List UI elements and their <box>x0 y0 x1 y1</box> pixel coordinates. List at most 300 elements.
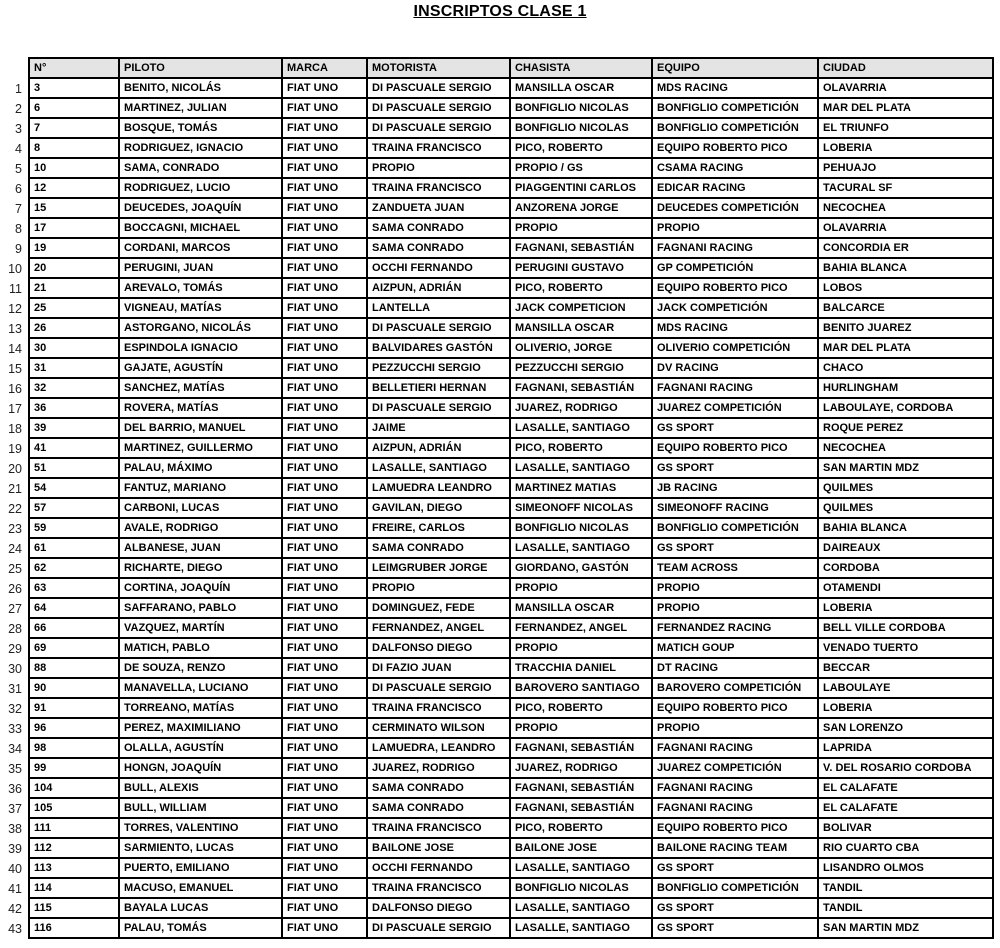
cell-chasista: BONFIGLIO NICOLAS <box>510 118 652 138</box>
cell-marca: FIAT UNO <box>282 118 367 138</box>
cell-n: 114 <box>29 878 119 898</box>
cell-ciudad: LOBERIA <box>818 698 993 718</box>
cell-n: 19 <box>29 238 119 258</box>
cell-piloto: SAMA, CONRADO <box>119 158 282 178</box>
row-number: 37 <box>8 802 22 816</box>
cell-ciudad: LOBERIA <box>818 138 993 158</box>
table-row <box>29 118 993 138</box>
cell-ciudad: LOBOS <box>818 278 993 298</box>
cell-chasista: MANSILLA OSCAR <box>510 318 652 338</box>
cell-piloto: ESPINDOLA IGNACIO <box>119 338 282 358</box>
row-number: 5 <box>15 162 22 176</box>
cell-motorista: SAMA CONRADO <box>367 538 510 558</box>
cell-chasista: LASALLE, SANTIAGO <box>510 458 652 478</box>
cell-motorista: OCCHI FERNANDO <box>367 858 510 878</box>
cell-motorista: JUAREZ, RODRIGO <box>367 758 510 778</box>
cell-motorista: LAMUEDRA LEANDRO <box>367 478 510 498</box>
cell-equipo: GS SPORT <box>652 898 818 918</box>
row-number: 2 <box>15 102 22 116</box>
cell-chasista: PIAGGENTINI CARLOS <box>510 178 652 198</box>
cell-piloto: RODRIGUEZ, LUCIO <box>119 178 282 198</box>
cell-ciudad: QUILMES <box>818 498 993 518</box>
row-number: 7 <box>15 202 22 216</box>
table-row <box>29 158 993 178</box>
column-header-equipo: EQUIPO <box>652 58 818 78</box>
cell-motorista: GAVILAN, DIEGO <box>367 498 510 518</box>
cell-marca: FIAT UNO <box>282 258 367 278</box>
cell-marca: FIAT UNO <box>282 338 367 358</box>
cell-piloto: BOCCAGNI, MICHAEL <box>119 218 282 238</box>
table-row <box>29 458 993 478</box>
cell-motorista: TRAINA FRANCISCO <box>367 138 510 158</box>
row-number: 18 <box>8 422 22 436</box>
column-header-motorista: MOTORISTA <box>367 58 510 78</box>
cell-chasista: PROPIO / GS <box>510 158 652 178</box>
cell-equipo: EQUIPO ROBERTO PICO <box>652 698 818 718</box>
cell-equipo: FAGNANI RACING <box>652 798 818 818</box>
cell-motorista: TRAINA FRANCISCO <box>367 878 510 898</box>
cell-motorista: SAMA CONRADO <box>367 218 510 238</box>
cell-chasista: FAGNANI, SEBASTIÁN <box>510 738 652 758</box>
cell-marca: FIAT UNO <box>282 878 367 898</box>
cell-n: 113 <box>29 858 119 878</box>
table-row <box>29 358 993 378</box>
cell-piloto: FANTUZ, MARIANO <box>119 478 282 498</box>
column-header-chasista: CHASISTA <box>510 58 652 78</box>
cell-chasista: LASALLE, SANTIAGO <box>510 418 652 438</box>
cell-equipo: BONFIGLIO COMPETICIÓN <box>652 98 818 118</box>
cell-ciudad: SAN MARTIN MDZ <box>818 918 993 938</box>
cell-n: 6 <box>29 98 119 118</box>
cell-n: 111 <box>29 818 119 838</box>
row-number: 17 <box>8 402 22 416</box>
cell-motorista: CERMINATO WILSON <box>367 718 510 738</box>
table-row <box>29 378 993 398</box>
cell-chasista: PICO, ROBERTO <box>510 698 652 718</box>
cell-piloto: MARTINEZ, JULIAN <box>119 98 282 118</box>
cell-equipo: FERNANDEZ RACING <box>652 618 818 638</box>
cell-motorista: DOMINGUEZ, FEDE <box>367 598 510 618</box>
table-row <box>29 98 993 118</box>
sheet-area <box>0 57 994 939</box>
cell-piloto: RODRIGUEZ, IGNACIO <box>119 138 282 158</box>
row-number: 41 <box>8 882 22 896</box>
cell-equipo: GS SPORT <box>652 538 818 558</box>
table-row <box>29 898 993 918</box>
cell-marca: FIAT UNO <box>282 698 367 718</box>
cell-ciudad: BELL VILLE CORDOBA <box>818 618 993 638</box>
cell-piloto: CARBONI, LUCAS <box>119 498 282 518</box>
cell-piloto: MARTINEZ, GUILLERMO <box>119 438 282 458</box>
cell-chasista: SIMEONOFF NICOLAS <box>510 498 652 518</box>
column-header-marca: MARCA <box>282 58 367 78</box>
row-number: 34 <box>8 742 22 756</box>
cell-equipo: EQUIPO ROBERTO PICO <box>652 138 818 158</box>
cell-piloto: PALAU, TOMÁS <box>119 918 282 938</box>
cell-chasista: PEZZUCCHI SERGIO <box>510 358 652 378</box>
table-row <box>29 858 993 878</box>
cell-ciudad: ROQUE PEREZ <box>818 418 993 438</box>
cell-chasista: OLIVERIO, JORGE <box>510 338 652 358</box>
cell-marca: FIAT UNO <box>282 798 367 818</box>
cell-n: 98 <box>29 738 119 758</box>
cell-ciudad: VENADO TUERTO <box>818 638 993 658</box>
cell-chasista: FAGNANI, SEBASTIÁN <box>510 798 652 818</box>
cell-motorista: ZANDUETA JUAN <box>367 198 510 218</box>
cell-equipo: BAILONE RACING TEAM <box>652 838 818 858</box>
cell-piloto: ALBANESE, JUAN <box>119 538 282 558</box>
cell-marca: FIAT UNO <box>282 438 367 458</box>
cell-n: 15 <box>29 198 119 218</box>
cell-ciudad: DAIREAUX <box>818 538 993 558</box>
cell-ciudad: BAHIA BLANCA <box>818 518 993 538</box>
cell-piloto: DEUCEDES, JOAQUÍN <box>119 198 282 218</box>
cell-marca: FIAT UNO <box>282 238 367 258</box>
cell-motorista: BAILONE JOSE <box>367 838 510 858</box>
cell-motorista: SAMA CONRADO <box>367 238 510 258</box>
cell-chasista: FAGNANI, SEBASTIÁN <box>510 778 652 798</box>
cell-ciudad: MAR DEL PLATA <box>818 98 993 118</box>
cell-equipo: FAGNANI RACING <box>652 378 818 398</box>
table-row <box>29 438 993 458</box>
cell-equipo: BONFIGLIO COMPETICIÓN <box>652 518 818 538</box>
cell-n: 66 <box>29 618 119 638</box>
cell-equipo: MATICH GOUP <box>652 638 818 658</box>
cell-marca: FIAT UNO <box>282 398 367 418</box>
cell-motorista: PROPIO <box>367 578 510 598</box>
cell-ciudad: EL TRIUNFO <box>818 118 993 138</box>
row-number: 43 <box>8 922 22 936</box>
cell-chasista: LASALLE, SANTIAGO <box>510 858 652 878</box>
cell-motorista: LAMUEDRA, LEANDRO <box>367 738 510 758</box>
cell-n: 62 <box>29 558 119 578</box>
cell-marca: FIAT UNO <box>282 518 367 538</box>
cell-piloto: MATICH, PABLO <box>119 638 282 658</box>
cell-piloto: BULL, ALEXIS <box>119 778 282 798</box>
cell-motorista: TRAINA FRANCISCO <box>367 818 510 838</box>
cell-motorista: DI PASCUALE SERGIO <box>367 78 510 98</box>
cell-marca: FIAT UNO <box>282 138 367 158</box>
cell-chasista: FERNANDEZ, ANGEL <box>510 618 652 638</box>
table-header-row <box>29 58 993 78</box>
cell-marca: FIAT UNO <box>282 158 367 178</box>
cell-marca: FIAT UNO <box>282 598 367 618</box>
cell-ciudad: CORDOBA <box>818 558 993 578</box>
table-row <box>29 478 993 498</box>
table-row <box>29 318 993 338</box>
cell-ciudad: HURLINGHAM <box>818 378 993 398</box>
cell-n: 99 <box>29 758 119 778</box>
cell-motorista: AIZPUN, ADRIÁN <box>367 438 510 458</box>
cell-ciudad: LISANDRO OLMOS <box>818 858 993 878</box>
cell-chasista: JUAREZ, RODRIGO <box>510 398 652 418</box>
cell-piloto: TORREANO, MATÍAS <box>119 698 282 718</box>
cell-marca: FIAT UNO <box>282 678 367 698</box>
table-row <box>29 138 993 158</box>
cell-equipo: EQUIPO ROBERTO PICO <box>652 818 818 838</box>
cell-marca: FIAT UNO <box>282 198 367 218</box>
cell-n: 115 <box>29 898 119 918</box>
cell-n: 90 <box>29 678 119 698</box>
cell-motorista: DI PASCUALE SERGIO <box>367 118 510 138</box>
cell-equipo: PROPIO <box>652 218 818 238</box>
cell-motorista: TRAINA FRANCISCO <box>367 178 510 198</box>
cell-marca: FIAT UNO <box>282 658 367 678</box>
cell-marca: FIAT UNO <box>282 738 367 758</box>
cell-equipo: BONFIGLIO COMPETICIÓN <box>652 118 818 138</box>
cell-chasista: LASALLE, SANTIAGO <box>510 918 652 938</box>
row-number: 1 <box>15 82 22 96</box>
cell-equipo: JUAREZ COMPETICIÓN <box>652 398 818 418</box>
row-number: 38 <box>8 822 22 836</box>
cell-ciudad: BAHIA BLANCA <box>818 258 993 278</box>
table-row <box>29 198 993 218</box>
row-number: 42 <box>8 902 22 916</box>
table-row <box>29 778 993 798</box>
cell-marca: FIAT UNO <box>282 478 367 498</box>
row-number: 36 <box>8 782 22 796</box>
table-row <box>29 278 993 298</box>
cell-n: 116 <box>29 918 119 938</box>
cell-equipo: PROPIO <box>652 578 818 598</box>
cell-n: 8 <box>29 138 119 158</box>
cell-piloto: ASTORGANO, NICOLÁS <box>119 318 282 338</box>
cell-ciudad: BOLIVAR <box>818 818 993 838</box>
cell-ciudad: SAN MARTIN MDZ <box>818 458 993 478</box>
cell-n: 54 <box>29 478 119 498</box>
row-number: 19 <box>8 442 22 456</box>
cell-chasista: ANZORENA JORGE <box>510 198 652 218</box>
cell-motorista: DALFONSO DIEGO <box>367 898 510 918</box>
row-number: 21 <box>8 482 22 496</box>
cell-n: 91 <box>29 698 119 718</box>
cell-n: 104 <box>29 778 119 798</box>
cell-motorista: DI FAZIO JUAN <box>367 658 510 678</box>
cell-ciudad: TANDIL <box>818 878 993 898</box>
cell-ciudad: TACURAL SF <box>818 178 993 198</box>
row-number: 6 <box>15 182 22 196</box>
cell-marca: FIAT UNO <box>282 178 367 198</box>
column-header-n: N° <box>29 58 119 78</box>
cell-chasista: FAGNANI, SEBASTIÁN <box>510 238 652 258</box>
cell-piloto: CORTINA, JOAQUÍN <box>119 578 282 598</box>
cell-equipo: FAGNANI RACING <box>652 738 818 758</box>
cell-ciudad: QUILMES <box>818 478 993 498</box>
cell-motorista: DI PASCUALE SERGIO <box>367 678 510 698</box>
cell-marca: FIAT UNO <box>282 378 367 398</box>
row-number: 40 <box>8 862 22 876</box>
table-row <box>29 338 993 358</box>
cell-piloto: AREVALO, TOMÁS <box>119 278 282 298</box>
cell-ciudad: NECOCHEA <box>818 438 993 458</box>
row-number: 8 <box>15 222 22 236</box>
cell-piloto: GAJATE, AGUSTÍN <box>119 358 282 378</box>
row-number: 35 <box>8 762 22 776</box>
cell-n: 57 <box>29 498 119 518</box>
cell-equipo: JB RACING <box>652 478 818 498</box>
cell-ciudad: EL CALAFATE <box>818 798 993 818</box>
row-number: 12 <box>8 302 22 316</box>
cell-motorista: LANTELLA <box>367 298 510 318</box>
cell-motorista: OCCHI FERNANDO <box>367 258 510 278</box>
row-number: 29 <box>8 642 22 656</box>
cell-equipo: PROPIO <box>652 598 818 618</box>
cell-n: 31 <box>29 358 119 378</box>
row-number: 3 <box>15 122 22 136</box>
cell-chasista: BONFIGLIO NICOLAS <box>510 98 652 118</box>
row-number: 23 <box>8 522 22 536</box>
cell-n: 112 <box>29 838 119 858</box>
row-number: 27 <box>8 602 22 616</box>
cell-ciudad: OLAVARRIA <box>818 78 993 98</box>
table-row <box>29 218 993 238</box>
cell-n: 21 <box>29 278 119 298</box>
cell-piloto: BULL, WILLIAM <box>119 798 282 818</box>
cell-motorista: DI PASCUALE SERGIO <box>367 398 510 418</box>
cell-piloto: SANCHEZ, MATÍAS <box>119 378 282 398</box>
cell-marca: FIAT UNO <box>282 838 367 858</box>
cell-chasista: BONFIGLIO NICOLAS <box>510 518 652 538</box>
cell-piloto: HONGN, JOAQUÍN <box>119 758 282 778</box>
cell-marca: FIAT UNO <box>282 858 367 878</box>
cell-n: 26 <box>29 318 119 338</box>
column-header-piloto: PILOTO <box>119 58 282 78</box>
cell-chasista: BAILONE JOSE <box>510 838 652 858</box>
cell-ciudad: OLAVARRIA <box>818 218 993 238</box>
cell-equipo: MDS RACING <box>652 78 818 98</box>
cell-piloto: SARMIENTO, LUCAS <box>119 838 282 858</box>
cell-equipo: BAROVERO COMPETICIÓN <box>652 678 818 698</box>
cell-motorista: PEZZUCCHI SERGIO <box>367 358 510 378</box>
cell-n: 25 <box>29 298 119 318</box>
table-row <box>29 718 993 738</box>
table-row <box>29 678 993 698</box>
cell-equipo: GS SPORT <box>652 418 818 438</box>
cell-motorista: LASALLE, SANTIAGO <box>367 458 510 478</box>
cell-chasista: PICO, ROBERTO <box>510 138 652 158</box>
cell-piloto: BOSQUE, TOMÁS <box>119 118 282 138</box>
inscriptos-table <box>28 57 994 939</box>
cell-equipo: BONFIGLIO COMPETICIÓN <box>652 878 818 898</box>
cell-marca: FIAT UNO <box>282 278 367 298</box>
table-row <box>29 698 993 718</box>
cell-marca: FIAT UNO <box>282 918 367 938</box>
cell-marca: FIAT UNO <box>282 578 367 598</box>
table-row <box>29 418 993 438</box>
cell-chasista: JUAREZ, RODRIGO <box>510 758 652 778</box>
cell-motorista: TRAINA FRANCISCO <box>367 698 510 718</box>
cell-marca: FIAT UNO <box>282 818 367 838</box>
cell-motorista: BALVIDARES GASTÓN <box>367 338 510 358</box>
cell-n: 63 <box>29 578 119 598</box>
cell-chasista: MARTINEZ MATIAS <box>510 478 652 498</box>
cell-ciudad: RIO CUARTO CBA <box>818 838 993 858</box>
cell-marca: FIAT UNO <box>282 558 367 578</box>
row-number: 31 <box>8 682 22 696</box>
cell-piloto: AVALE, RODRIGO <box>119 518 282 538</box>
cell-marca: FIAT UNO <box>282 498 367 518</box>
cell-chasista: MANSILLA OSCAR <box>510 78 652 98</box>
row-number: 24 <box>8 542 22 556</box>
cell-motorista: DI PASCUALE SERGIO <box>367 98 510 118</box>
table-row <box>29 878 993 898</box>
cell-piloto: PUERTO, EMILIANO <box>119 858 282 878</box>
cell-n: 17 <box>29 218 119 238</box>
table-row <box>29 78 993 98</box>
cell-motorista: SAMA CONRADO <box>367 798 510 818</box>
cell-equipo: FAGNANI RACING <box>652 778 818 798</box>
cell-chasista: MANSILLA OSCAR <box>510 598 652 618</box>
cell-piloto: PEREZ, MAXIMILIANO <box>119 718 282 738</box>
cell-n: 39 <box>29 418 119 438</box>
cell-chasista: TRACCHIA DANIEL <box>510 658 652 678</box>
cell-motorista: FREIRE, CARLOS <box>367 518 510 538</box>
cell-ciudad: CHACO <box>818 358 993 378</box>
cell-n: 36 <box>29 398 119 418</box>
cell-equipo: JUAREZ COMPETICIÓN <box>652 758 818 778</box>
cell-equipo: GS SPORT <box>652 858 818 878</box>
cell-equipo: PROPIO <box>652 718 818 738</box>
cell-ciudad: PEHUAJO <box>818 158 993 178</box>
table-row <box>29 918 993 938</box>
cell-ciudad: OTAMENDI <box>818 578 993 598</box>
row-number: 39 <box>8 842 22 856</box>
row-number: 22 <box>8 502 22 516</box>
cell-chasista: PICO, ROBERTO <box>510 278 652 298</box>
cell-equipo: CSAMA RACING <box>652 158 818 178</box>
cell-piloto: MACUSO, EMANUEL <box>119 878 282 898</box>
cell-equipo: JACK COMPETICIÓN <box>652 298 818 318</box>
cell-ciudad: CONCORDIA ER <box>818 238 993 258</box>
cell-piloto: VAZQUEZ, MARTÍN <box>119 618 282 638</box>
cell-chasista: GIORDANO, GASTÓN <box>510 558 652 578</box>
cell-ciudad: SAN LORENZO <box>818 718 993 738</box>
cell-chasista: PROPIO <box>510 718 652 738</box>
row-number: 11 <box>9 282 22 296</box>
cell-equipo: EDICAR RACING <box>652 178 818 198</box>
cell-ciudad: BENITO JUAREZ <box>818 318 993 338</box>
cell-chasista: PROPIO <box>510 578 652 598</box>
cell-chasista: PROPIO <box>510 218 652 238</box>
cell-ciudad: EL CALAFATE <box>818 778 993 798</box>
row-number: 32 <box>8 702 22 716</box>
table-row <box>29 818 993 838</box>
cell-equipo: FAGNANI RACING <box>652 238 818 258</box>
table-row <box>29 758 993 778</box>
cell-motorista: FERNANDEZ, ANGEL <box>367 618 510 638</box>
cell-ciudad: BALCARCE <box>818 298 993 318</box>
cell-equipo: EQUIPO ROBERTO PICO <box>652 438 818 458</box>
table-row <box>29 618 993 638</box>
row-number-gutter <box>0 79 28 939</box>
cell-piloto: ROVERA, MATÍAS <box>119 398 282 418</box>
cell-piloto: BENITO, NICOLÁS <box>119 78 282 98</box>
cell-equipo: MDS RACING <box>652 318 818 338</box>
row-number: 25 <box>8 562 22 576</box>
cell-piloto: DE SOUZA, RENZO <box>119 658 282 678</box>
column-header-ciudad: CIUDAD <box>818 58 993 78</box>
cell-n: 41 <box>29 438 119 458</box>
cell-chasista: PICO, ROBERTO <box>510 438 652 458</box>
cell-marca: FIAT UNO <box>282 718 367 738</box>
cell-n: 61 <box>29 538 119 558</box>
cell-chasista: BONFIGLIO NICOLAS <box>510 878 652 898</box>
cell-n: 3 <box>29 78 119 98</box>
row-number: 9 <box>15 242 22 256</box>
row-number: 16 <box>8 382 22 396</box>
cell-marca: FIAT UNO <box>282 758 367 778</box>
cell-motorista: PROPIO <box>367 158 510 178</box>
